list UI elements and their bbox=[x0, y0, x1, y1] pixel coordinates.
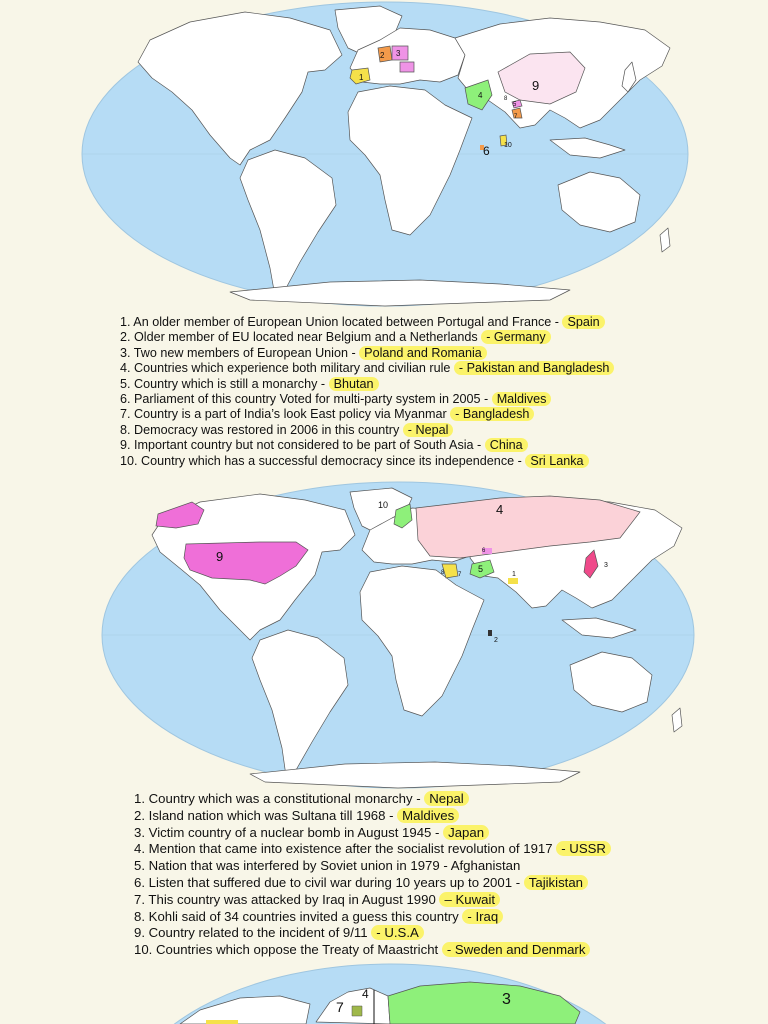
map-label: 7 bbox=[458, 572, 462, 578]
list-item bbox=[134, 892, 611, 909]
map-label: 4 bbox=[496, 502, 504, 517]
answer-highlight: - Bangladesh bbox=[450, 407, 534, 421]
answer-highlight: Sri Lanka bbox=[525, 454, 588, 468]
list-item bbox=[120, 407, 614, 422]
list-item bbox=[120, 423, 614, 438]
answer-highlight: China bbox=[485, 438, 528, 452]
question-text: 4. Countries which experience both military and civilian rule bbox=[120, 361, 454, 376]
new-zealand bbox=[660, 228, 670, 252]
map-label: 2 bbox=[494, 637, 498, 644]
question-text: 5. Country which is still a monarchy - bbox=[120, 376, 329, 391]
quiz-list-2 bbox=[134, 791, 611, 959]
question-text: 4. Mention that came into existence after the socialist revolution of 1917 bbox=[134, 841, 557, 857]
world-map-3 bbox=[120, 962, 660, 1024]
map-label: 4 bbox=[362, 987, 369, 1001]
yellow-region bbox=[206, 1020, 238, 1024]
answer-highlight: - Germany bbox=[481, 330, 550, 344]
map-label: 10 bbox=[378, 500, 389, 510]
question-text: 10. Country which has a successful democracy since its independence - bbox=[120, 453, 526, 468]
map-label: 6 bbox=[482, 548, 486, 554]
answer-highlight: Bhutan bbox=[329, 377, 379, 391]
list-item bbox=[120, 330, 614, 345]
list-item bbox=[134, 925, 611, 942]
map-label: 3 bbox=[396, 49, 401, 58]
map-label: 9 bbox=[532, 78, 540, 93]
north-america bbox=[180, 996, 310, 1024]
question-text: 6. Parliament of this country Voted for multi-party system in 2005 - bbox=[120, 392, 492, 407]
answer-highlight: - U.S.A bbox=[371, 925, 424, 940]
list-item bbox=[120, 346, 614, 361]
list-item bbox=[120, 392, 614, 407]
map-label: 7 bbox=[514, 114, 518, 120]
answer-highlight: - Iraq bbox=[462, 909, 503, 924]
list-item bbox=[120, 438, 614, 453]
small-region bbox=[352, 1006, 362, 1016]
list-item bbox=[120, 315, 614, 330]
world-map-1 bbox=[80, 0, 690, 308]
list-item bbox=[134, 791, 611, 808]
map-label: 5 bbox=[478, 564, 484, 574]
answer-highlight: Maldives bbox=[397, 808, 459, 823]
map-label: 5 bbox=[513, 102, 517, 108]
new-zealand bbox=[672, 708, 682, 732]
question-text: 10. Countries which oppose the Treaty of Maastricht bbox=[134, 942, 442, 958]
map-label: 6 bbox=[483, 144, 490, 158]
question-text: 9. Important country but not considered to be part of South Asia - bbox=[120, 438, 485, 453]
question-text: 9. Country related to the incident of 9/11 bbox=[134, 925, 372, 941]
map-label: 3 bbox=[604, 562, 608, 569]
list-item bbox=[120, 377, 614, 392]
answer-highlight: Nepal bbox=[424, 791, 468, 806]
list-item bbox=[134, 841, 611, 858]
question-text: 8. Kohli said of 34 countries invited a guess this country bbox=[134, 908, 463, 924]
question-text: 3. Two new members of European Union - bbox=[120, 345, 360, 360]
list-item bbox=[134, 909, 611, 926]
world-map-2 bbox=[100, 480, 696, 790]
quiz-list-1 bbox=[120, 315, 614, 469]
answer-highlight: Maldives bbox=[492, 392, 552, 406]
question-text: 6. Listen that suffered due to civil war during 10 years up to 2001 - bbox=[134, 874, 524, 890]
question-text: 3. Victim country of a nuclear bomb in August 1945 - bbox=[134, 824, 444, 840]
question-text: 2. Island nation which was Sultana till 1968 - bbox=[134, 807, 398, 823]
answer-highlight: Poland and Romania bbox=[359, 346, 487, 360]
map-label: 1 bbox=[359, 73, 364, 82]
question-text: 7. This country was attacked by Iraq in August 1990 bbox=[134, 891, 440, 907]
answer-highlight: - Nepal bbox=[403, 423, 454, 437]
answer-highlight: - USSR bbox=[556, 841, 611, 856]
list-item bbox=[134, 858, 611, 875]
list-item bbox=[120, 361, 614, 376]
nepal-region bbox=[508, 578, 518, 584]
map-label: 8 bbox=[504, 96, 508, 102]
answer-highlight: Spain bbox=[562, 315, 604, 329]
question-text: 2. Older member of EU located near Belgium and a Netherlands bbox=[120, 330, 482, 345]
question-text: 7. Country is a part of India’s look East policy via Myanmar bbox=[120, 407, 451, 422]
question-text: 8. Democracy was restored in 2006 in this country bbox=[120, 422, 403, 437]
answer-highlight: Tajikistan bbox=[524, 875, 588, 890]
question-text: 1. An older member of European Union located between Portugal and France - bbox=[120, 315, 563, 329]
map-label: 2 bbox=[380, 51, 385, 60]
list-item bbox=[134, 875, 611, 892]
maldives-region bbox=[488, 630, 492, 636]
answer-highlight: - Pakistan and Bangladesh bbox=[454, 361, 615, 375]
list-item bbox=[134, 825, 611, 842]
map-label: 10 bbox=[504, 142, 512, 149]
map-label: 8 bbox=[441, 570, 445, 576]
romania-region bbox=[400, 62, 414, 72]
map-label: 3 bbox=[502, 991, 511, 1008]
map-label: 9 bbox=[216, 549, 224, 564]
answer-highlight: – Kuwait bbox=[439, 892, 500, 907]
map-label: 7 bbox=[336, 999, 344, 1015]
map-label: 4 bbox=[478, 91, 483, 100]
alaska-region bbox=[156, 502, 204, 528]
list-item bbox=[134, 808, 611, 825]
answer-highlight: - Sweden and Denmark bbox=[442, 942, 591, 957]
list-item bbox=[120, 454, 614, 469]
question-text: 1. Country which was a constitutional monarchy - bbox=[134, 791, 425, 806]
list-item bbox=[134, 942, 611, 959]
question-text: 5. Nation that was interfered by Soviet union in 1979 - Afghanistan bbox=[134, 858, 521, 874]
russia-region bbox=[388, 982, 580, 1024]
answer-highlight: Japan bbox=[443, 825, 489, 840]
map-label: 1 bbox=[512, 571, 516, 578]
